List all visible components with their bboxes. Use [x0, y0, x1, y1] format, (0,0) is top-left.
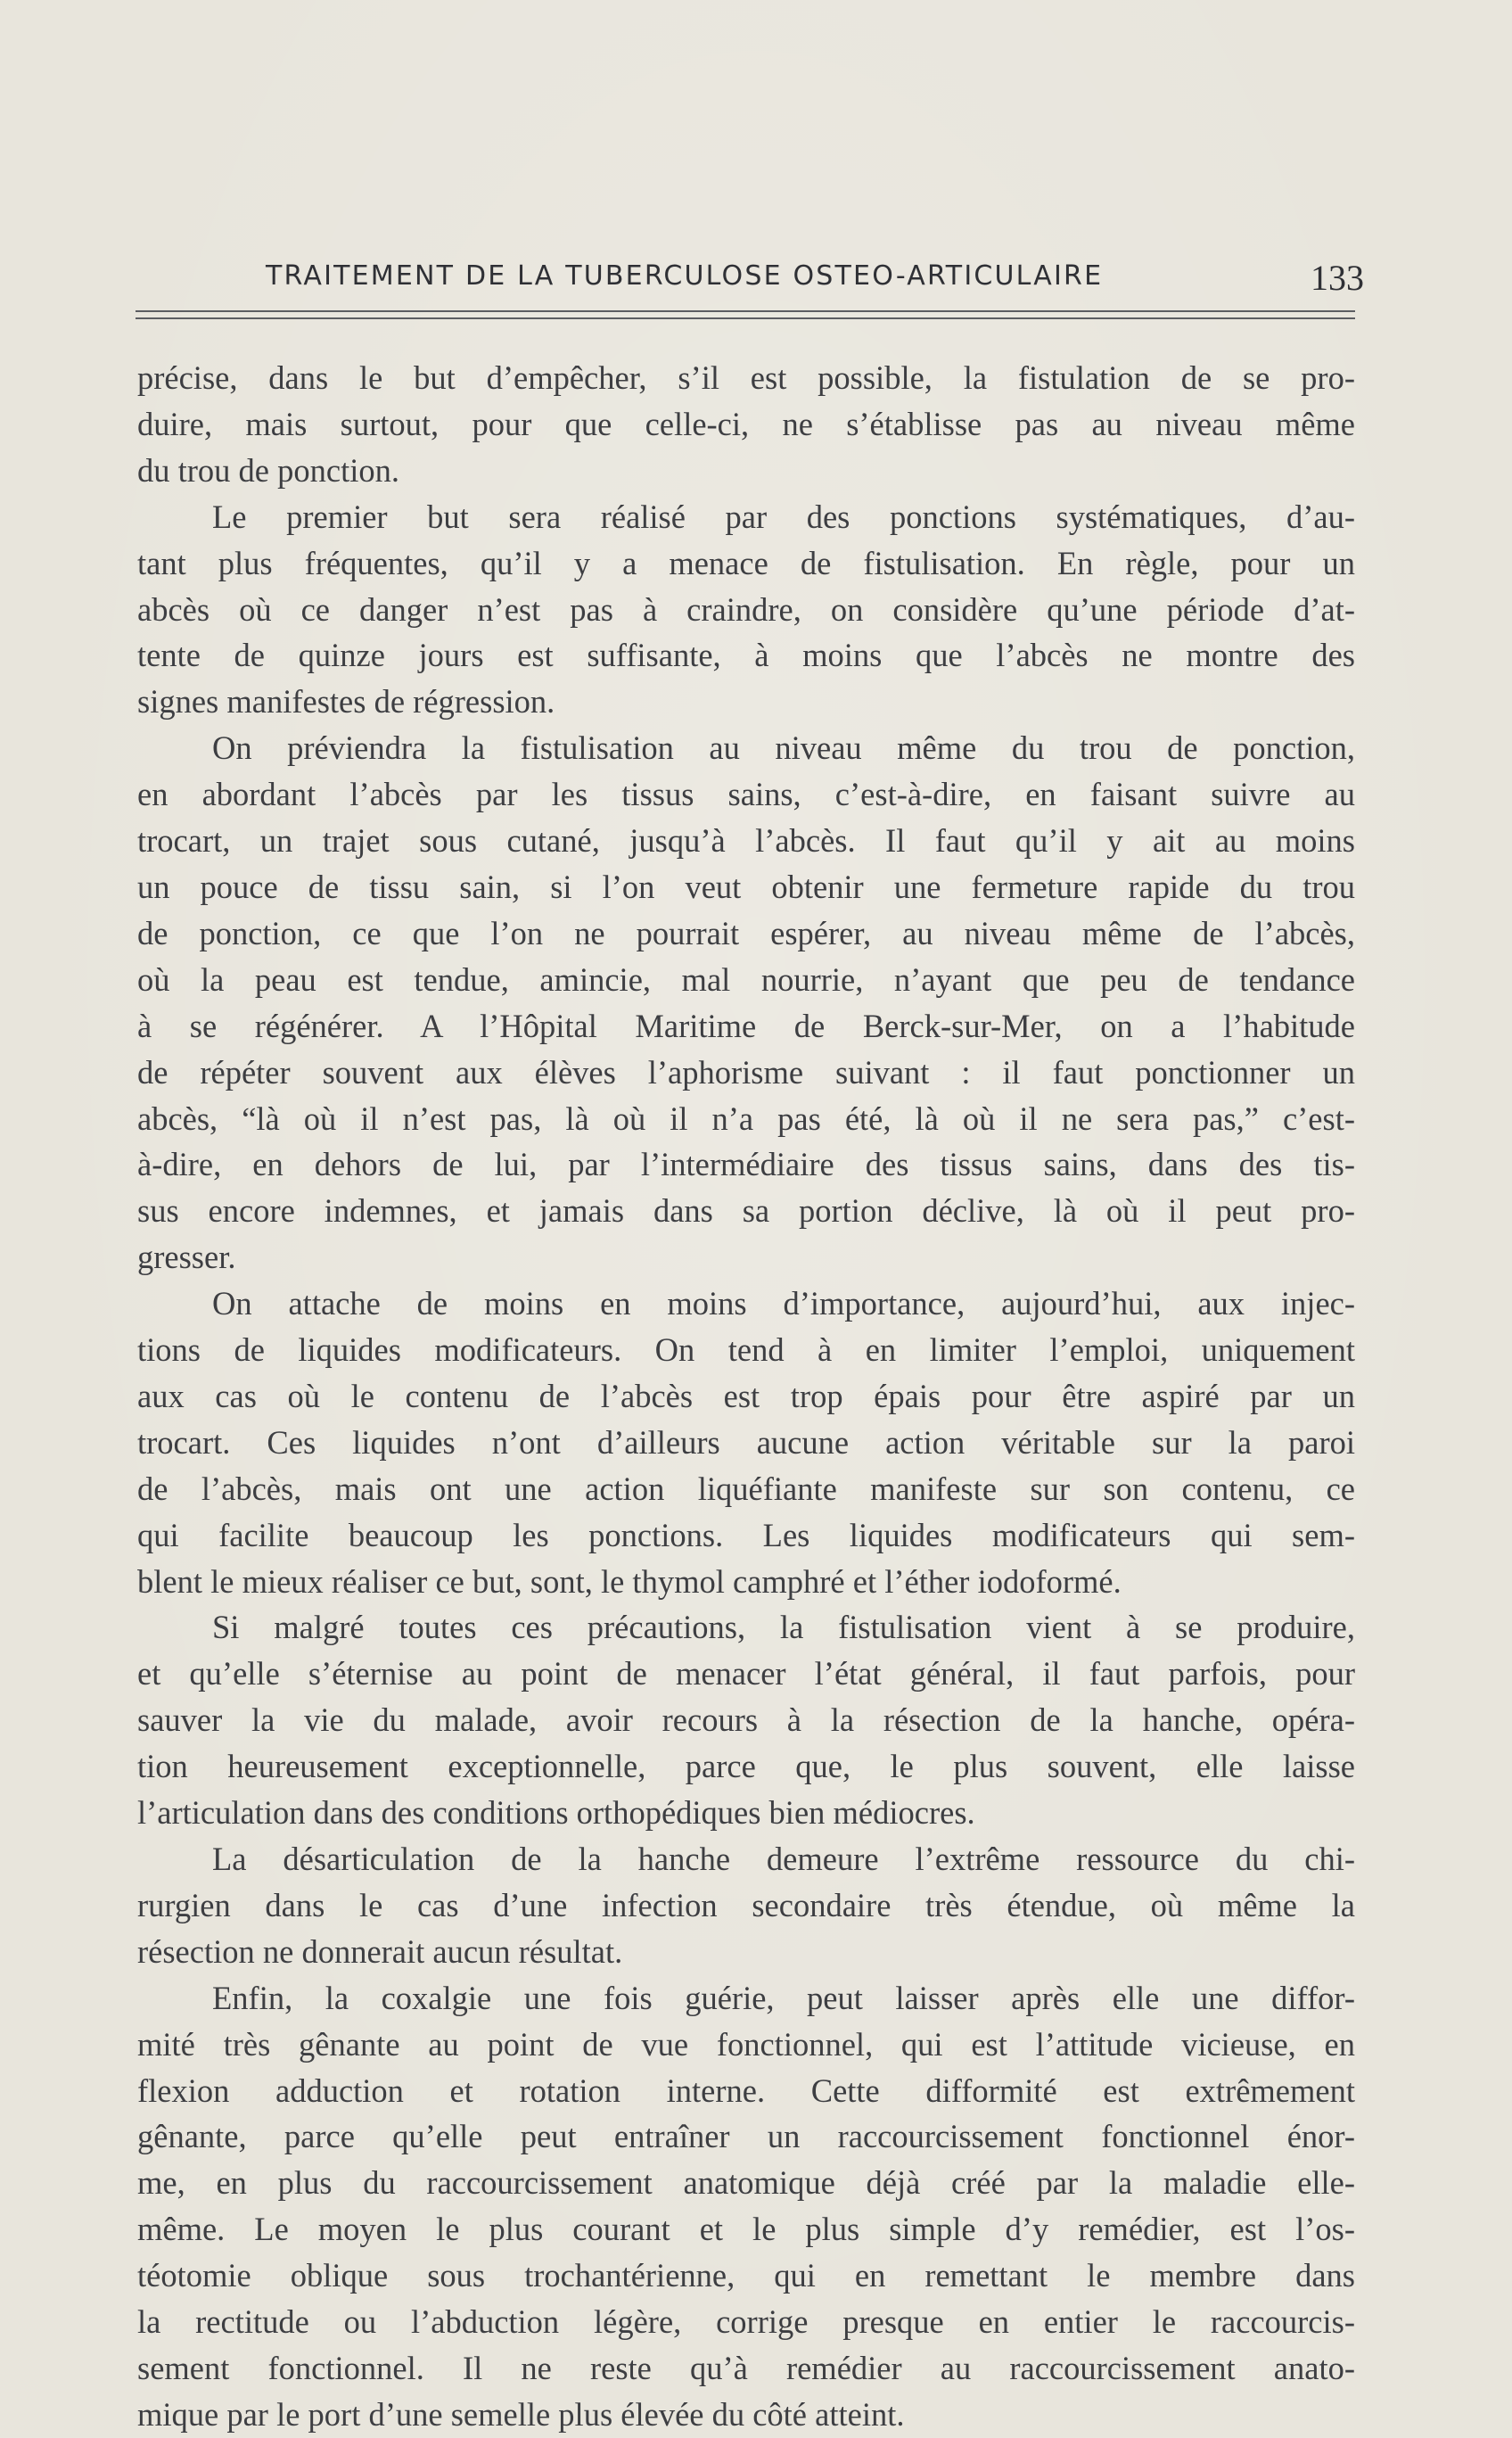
text-line: On préviendra la fistulisation au niveau même du trou de ponction,	[212, 729, 1355, 767]
text-line: précise, dans le but d’empêcher, s’il est possible, la fistulation de se pro-	[137, 359, 1355, 396]
text-line: trocart. Ces liquides n’ont d’ailleurs aucune action véritable sur la paroi	[137, 1423, 1355, 1461]
paragraph	[137, 1281, 1355, 1604]
text-line: tente de quinze jours est suffisante, à moins que l’abcès ne montre des	[137, 637, 1355, 674]
page-number: 133	[1311, 258, 1364, 298]
paragraph	[137, 1836, 1355, 1975]
text-line: trocart, un trajet sous cutané, jusqu’à l’abcès. Il faut qu’il y ait au moins	[137, 822, 1355, 860]
text-line: de l’abcès, mais ont une action liquéfiante manifeste sur son contenu, ce	[137, 1470, 1355, 1507]
header-rule-bottom	[136, 317, 1355, 319]
text-line: mité très gênante au point de vue fonctionnel, qui est l’attitude vicieuse, en	[137, 2025, 1355, 2063]
text-line: aux cas où le contenu de l’abcès est trop épais pour être aspiré par un	[137, 1377, 1355, 1414]
paragraph	[137, 1975, 1355, 2438]
text-line: du trou de ponction.	[137, 451, 399, 489]
text-line: de répéter souvent aux élèves l’aphorisme suivant : il faut ponctionner un	[137, 1053, 1355, 1091]
text-line: à-dire, en dehors de lui, par l’intermédiaire des tissus sains, dans des tis-	[137, 1146, 1355, 1183]
text-line: sus encore indemnes, et jamais dans sa portion déclive, là où il peut pro-	[137, 1192, 1355, 1230]
text-line: signes manifestes de régression.	[137, 683, 555, 721]
text-line: rurgien dans le cas d’une infection secondaire très étendue, où même la	[137, 1886, 1355, 1923]
text-line: mique par le port d’une semelle plus élevée du côté atteint.	[137, 2395, 905, 2433]
text-line: qui facilite beaucoup les ponctions. Les liquides modificateurs qui sem-	[137, 1516, 1355, 1553]
paragraph	[137, 725, 1355, 1281]
text-line: gresser.	[137, 1239, 236, 1276]
text-line: tions de liquides modificateurs. On tend à en limiter l’emploi, uniquement	[137, 1331, 1355, 1369]
text-line: la rectitude ou l’abduction légère, corrige presque en entier le raccourcis-	[137, 2303, 1355, 2341]
text-line: me, en plus du raccourcissement anatomique déjà créé par la maladie elle-	[137, 2164, 1355, 2202]
text-line: un pouce de tissu sain, si l’on veut obtenir une fermeture rapide du trou	[137, 868, 1355, 905]
text-line: Le premier but sera réalisé par des ponctions systématiques, d’au-	[212, 498, 1355, 535]
paragraph	[137, 355, 1355, 494]
text-line: même. Le moyen le plus courant et le plus simple d’y remédier, est l’os-	[137, 2211, 1355, 2248]
text-line: téotomie oblique sous trochantérienne, qui en remettant le membre dans	[137, 2257, 1355, 2294]
paragraph	[137, 494, 1355, 726]
text-line: La désarticulation de la hanche demeure l’extrême ressource du chi-	[212, 1841, 1355, 1877]
text-line: l’articulation dans des conditions orthopédiques bien médiocres.	[137, 1794, 975, 1832]
text-line: tant plus fréquentes, qu’il y a menace de fistulisation. En règle, pour un	[137, 544, 1355, 581]
page-header	[136, 260, 1364, 303]
text-line: duire, mais surtout, pour que celle-ci, ne s’établisse pas au niveau même	[137, 405, 1355, 442]
text-line: et qu’elle s’éternise au point de menacer l’état général, il faut parfois, pour	[137, 1655, 1355, 1693]
text-line: de ponction, ce que l’on ne pourrait espérer, au niveau même de l’abcès,	[137, 914, 1355, 951]
header-rule-top	[136, 310, 1355, 312]
text-line: blent le mieux réaliser ce but, sont, le thymol camphré et l’éther iodoformé.	[137, 1562, 1122, 1600]
text-line: tion heureusement exceptionnelle, parce que, le plus souvent, elle laisse	[137, 1748, 1355, 1785]
text-line: où la peau est tendue, amincie, mal nourrie, n’ayant que peu de tendance	[137, 960, 1355, 998]
text-line: en abordant l’abcès par les tissus sains, c’est-à-dire, en faisant suivre au	[137, 776, 1355, 813]
text-line: flexion adduction et rotation interne. Cette difformité est extrêmement	[137, 2071, 1355, 2109]
text-line: Si malgré toutes ces précautions, la fistulisation vient à se produire,	[212, 1609, 1355, 1646]
text-line: à se régénérer. A l’Hôpital Maritime de Berck-sur-Mer, on a l’habitude	[137, 1007, 1355, 1044]
text-line: sauver la vie du malade, avoir recours à la résection de la hanche, opéra-	[137, 1701, 1355, 1739]
text-line: gênante, parce qu’elle peut entraîner un raccourcissement fonctionnel énor-	[137, 2118, 1355, 2155]
paragraph	[137, 1604, 1355, 1836]
running-title: TRAITEMENT DE LA TUBERCULOSE OSTEO-ARTICULAIRE	[266, 260, 1104, 292]
text-line: On attache de moins en moins d’importance, aujourd’hui, aux injec-	[212, 1285, 1355, 1322]
text-line: abcès, “là où il n’est pas, là où il n’a pas été, là où il ne sera pas,” c’est-	[137, 1100, 1355, 1137]
text-line: Enfin, la coxalgie une fois guérie, peut laisser après elle une diffor-	[212, 1979, 1355, 2016]
text-line: abcès où ce danger n’est pas à craindre, on considère qu’une période d’at-	[137, 590, 1355, 628]
body-text	[137, 355, 1355, 2438]
text-line: sement fonctionnel. Il ne reste qu’à remédier au raccourcissement anato-	[137, 2349, 1355, 2386]
text-line: résection ne donnerait aucun résultat.	[137, 1932, 623, 1970]
